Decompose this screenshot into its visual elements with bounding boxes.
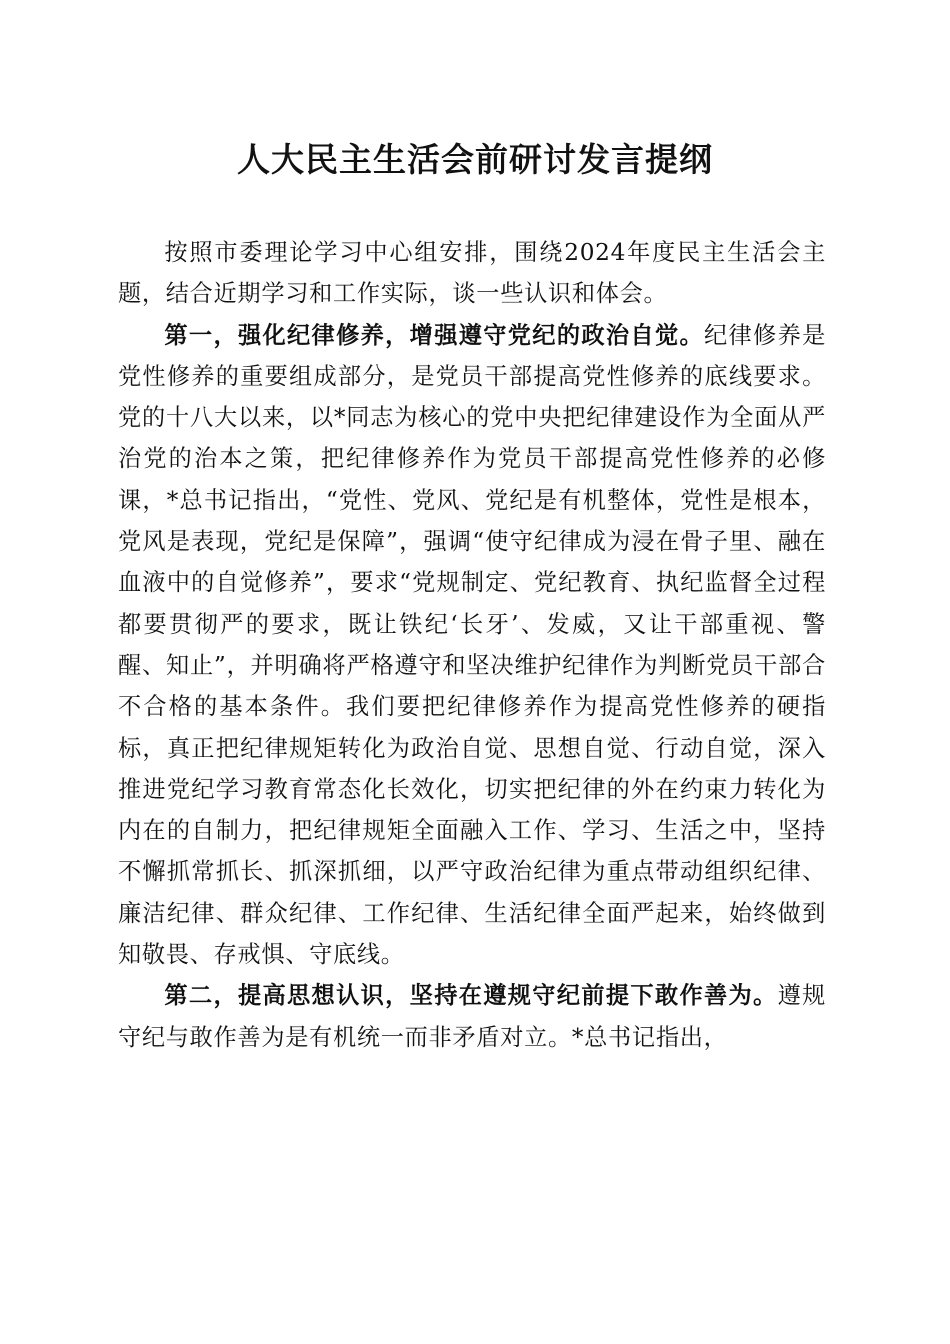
document-body (118, 232, 826, 1058)
paragraph-second-point (118, 975, 826, 1058)
paragraph-text: 按照市委理论学习中心组安排，围绕2024年度民主生活会主题，结合近期学习和工作实际，谈一些认识和体会。 (118, 239, 826, 308)
document-title: 人大民主生活会前研讨发言提纲 (237, 140, 713, 179)
paragraph-first-point (118, 315, 826, 976)
paragraph-intro (118, 232, 826, 315)
paragraph-text: 纪律修养是党性修养的重要组成部分，是党员干部提高党性修养的底线要求。党的十八大以来，以*同志为核心的党中央把纪律建设作为全面从严治党的治本之策，把纪律修养作为党员干部提高党性修养的必修课，*总书记指出，“党性、党风、党纪是有机整体，党性是根本，党风是表现，党纪是保障”，强调“使守纪律成为浸在骨子里、融在血液中的自觉修养”，要求“党规制定、党纪教育、执纪监督全过程都要贯彻严的要求，既让铁纪‘长牙’、发威，又让干部重视、警醒、知止”，并明确将严格遵守和坚决维护纪律作为判断党员干部合不合格的基本条件。我们要把纪律修养作为提高党性修养的硬指标，真正把纪律规矩转化为政治自觉、思想自觉、行动自觉，深入推进党纪学习教育常态化长效化，切实把纪律的外在约束力转化为内在的自制力，把纪律规矩全面融入工作、学习、生活之中，坚持不懈抓常抓长、抓深抓细，以严守政治纪律为重点带动组织纪律、廉洁纪律、群众纪律、工作纪律、生活纪律全面严起来，始终做到知敬畏、存戒惧、守底线。 (118, 321, 826, 969)
paragraph-text: 遵规守纪与敢作善为是有机统一而非矛盾对立。*总书记指出， (118, 982, 826, 1051)
paragraph-lead: 第一，强化纪律修养，增强遵守党纪的政治自觉。 (164, 321, 704, 349)
paragraph-lead: 第二，提高思想认识，坚持在遵规守纪前提下敢作善为。 (164, 982, 778, 1010)
